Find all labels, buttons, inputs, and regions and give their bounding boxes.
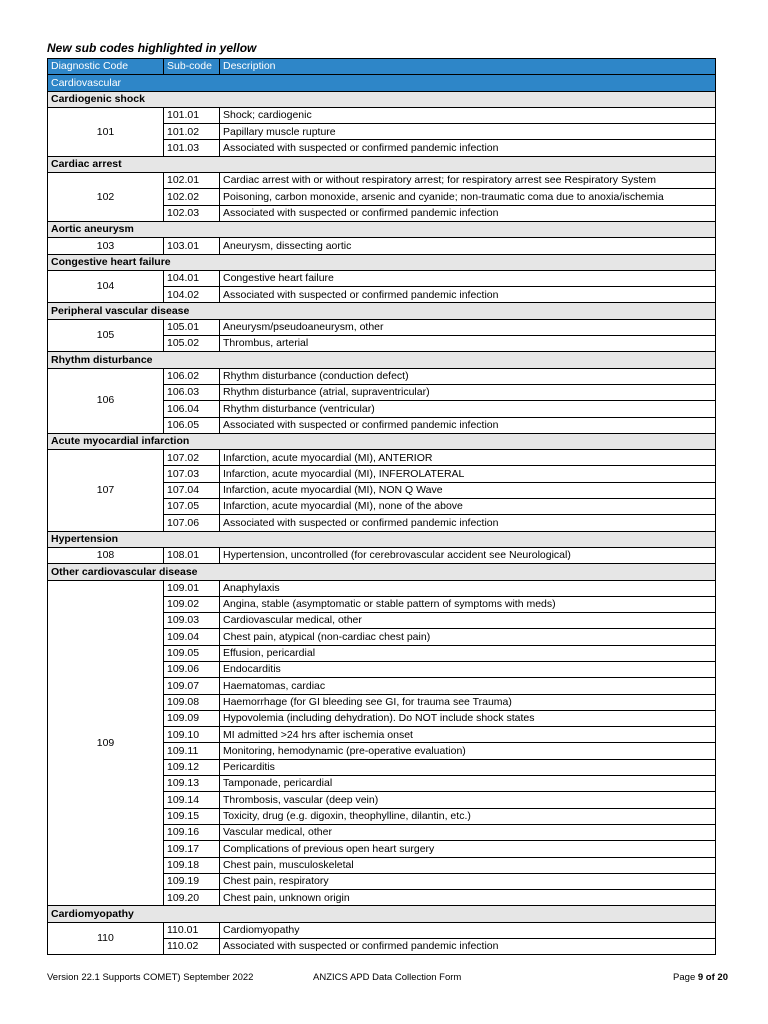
description-cell: Congestive heart failure (220, 270, 716, 286)
description-cell: Hypertension, uncontrolled (for cerebrovascular accident see Neurological) (220, 547, 716, 563)
description-cell: Anaphylaxis (220, 580, 716, 596)
description-cell: Monitoring, hemodynamic (pre-operative evaluation) (220, 743, 716, 759)
group-title: Other cardiovascular disease (48, 564, 716, 580)
sub-code-cell: 107.03 (164, 466, 220, 482)
table-row (48, 368, 716, 384)
diagnostic-code-cell: 109 (48, 580, 164, 906)
sub-code-cell: 110.01 (164, 922, 220, 938)
sub-code-cell: 106.05 (164, 417, 220, 433)
footer-version: Version 22.1 Supports COMET) September 2022 (47, 972, 254, 983)
sub-code-cell: 101.03 (164, 140, 220, 156)
description-cell: Pericarditis (220, 759, 716, 775)
group-header-row (48, 254, 716, 270)
sub-code-cell: 102.02 (164, 189, 220, 205)
description-cell: Haemorrhage (for GI bleeding see GI, for trauma see Trauma) (220, 694, 716, 710)
group-title: Peripheral vascular disease (48, 303, 716, 319)
sub-code-cell: 110.02 (164, 939, 220, 955)
description-cell: Associated with suspected or confirmed pandemic infection (220, 515, 716, 531)
group-title: Hypertension (48, 531, 716, 547)
description-cell: Infarction, acute myocardial (MI), none of the above (220, 499, 716, 515)
description-cell: Cardiomyopathy (220, 922, 716, 938)
sub-code-cell: 107.06 (164, 515, 220, 531)
diagnostic-code-cell: 102 (48, 173, 164, 222)
description-cell: Associated with suspected or confirmed pandemic infection (220, 417, 716, 433)
diagnostic-code-cell: 110 (48, 922, 164, 955)
description-cell: MI admitted >24 hrs after ischemia onset (220, 727, 716, 743)
description-cell: Chest pain, respiratory (220, 873, 716, 889)
sub-code-cell: 109.05 (164, 645, 220, 661)
group-header-row (48, 352, 716, 368)
group-header-row (48, 564, 716, 580)
group-header-row (48, 906, 716, 922)
group-header-row (48, 221, 716, 237)
group-title: Cardiogenic shock (48, 91, 716, 107)
description-cell: Infarction, acute myocardial (MI), ANTERIOR (220, 450, 716, 466)
table-row (48, 922, 716, 938)
sub-code-cell: 104.01 (164, 270, 220, 286)
category-row (48, 75, 716, 91)
group-title: Congestive heart failure (48, 254, 716, 270)
sub-code-cell: 109.15 (164, 808, 220, 824)
sub-code-cell: 108.01 (164, 547, 220, 563)
sub-code-cell: 109.03 (164, 613, 220, 629)
table-row (48, 107, 716, 123)
sub-code-cell: 109.19 (164, 873, 220, 889)
sub-code-cell: 106.02 (164, 368, 220, 384)
diagnostic-code-cell: 101 (48, 107, 164, 156)
sub-code-cell: 107.05 (164, 499, 220, 515)
table-row (48, 547, 716, 563)
description-cell: Aneurysm, dissecting aortic (220, 238, 716, 254)
sub-code-cell: 109.01 (164, 580, 220, 596)
sub-code-cell: 103.01 (164, 238, 220, 254)
page-current: 9 (697, 972, 704, 983)
sub-code-cell: 109.06 (164, 661, 220, 677)
header-sub-code: Sub-code (164, 59, 220, 75)
highlight-note: New sub codes highlighted in yellow (47, 41, 257, 55)
sub-code-cell: 109.14 (164, 792, 220, 808)
group-title: Rhythm disturbance (48, 352, 716, 368)
description-cell: Shock; cardiogenic (220, 107, 716, 123)
table-header-row (48, 59, 716, 75)
sub-code-cell: 106.03 (164, 384, 220, 400)
sub-code-cell: 109.09 (164, 710, 220, 726)
description-cell: Chest pain, unknown origin (220, 890, 716, 906)
sub-code-cell: 101.01 (164, 107, 220, 123)
description-cell: Hypovolemia (including dehydration). Do NOT include shock states (220, 710, 716, 726)
sub-code-cell: 109.20 (164, 890, 220, 906)
header-description: Description (220, 59, 716, 75)
group-title: Aortic aneurysm (48, 221, 716, 237)
description-cell: Poisoning, carbon monoxide, arsenic and cyanide; non-traumatic coma due to anoxia/ischemia (220, 189, 716, 205)
group-title: Cardiac arrest (48, 156, 716, 172)
description-cell: Papillary muscle rupture (220, 124, 716, 140)
sub-code-cell: 109.16 (164, 824, 220, 840)
description-cell: Rhythm disturbance (conduction defect) (220, 368, 716, 384)
page-total: 20 (717, 972, 728, 983)
diagnostic-code-cell: 103 (48, 238, 164, 254)
sub-code-cell: 106.04 (164, 401, 220, 417)
description-cell: Cardiovascular medical, other (220, 613, 716, 629)
description-cell: Toxicity, drug (e.g. digoxin, theophylline, dilantin, etc.) (220, 808, 716, 824)
description-cell: Thrombosis, vascular (deep vein) (220, 792, 716, 808)
sub-code-cell: 102.01 (164, 173, 220, 189)
diagnostic-code-cell: 104 (48, 270, 164, 303)
description-cell: Complications of previous open heart surgery (220, 841, 716, 857)
sub-code-cell: 105.02 (164, 336, 220, 352)
description-cell: Haematomas, cardiac (220, 678, 716, 694)
table-row (48, 270, 716, 286)
diagnostic-code-cell: 106 (48, 368, 164, 433)
description-cell: Rhythm disturbance (atrial, supraventricular) (220, 384, 716, 400)
description-cell: Thrombus, arterial (220, 336, 716, 352)
group-title: Cardiomyopathy (48, 906, 716, 922)
header-diagnostic-code: Diagnostic Code (48, 59, 164, 75)
page-separator: of (703, 972, 718, 983)
sub-code-cell: 101.02 (164, 124, 220, 140)
description-cell: Chest pain, musculoskeletal (220, 857, 716, 873)
sub-code-cell: 104.02 (164, 287, 220, 303)
sub-code-cell: 109.11 (164, 743, 220, 759)
group-header-row (48, 433, 716, 449)
description-cell: Associated with suspected or confirmed pandemic infection (220, 140, 716, 156)
table-row (48, 173, 716, 189)
sub-code-cell: 105.01 (164, 319, 220, 335)
group-header-row (48, 156, 716, 172)
table-row (48, 450, 716, 466)
description-cell: Angina, stable (asymptomatic or stable pattern of symptoms with meds) (220, 596, 716, 612)
sub-code-cell: 109.17 (164, 841, 220, 857)
description-cell: Aneurysm/pseudoaneurysm, other (220, 319, 716, 335)
sub-code-cell: 109.12 (164, 759, 220, 775)
sub-code-cell: 109.10 (164, 727, 220, 743)
description-cell: Infarction, acute myocardial (MI), INFEROLATERAL (220, 466, 716, 482)
description-cell: Effusion, pericardial (220, 645, 716, 661)
category-label: Cardiovascular (48, 75, 716, 91)
page-prefix: Page (673, 972, 698, 983)
table-row (48, 580, 716, 596)
sub-code-cell: 107.02 (164, 450, 220, 466)
description-cell: Chest pain, atypical (non-cardiac chest pain) (220, 629, 716, 645)
footer-form-name: ANZICS APD Data Collection Form (313, 972, 462, 983)
table-row (48, 238, 716, 254)
sub-code-cell: 109.02 (164, 596, 220, 612)
group-header-row (48, 91, 716, 107)
description-cell: Associated with suspected or confirmed pandemic infection (220, 287, 716, 303)
sub-code-cell: 109.08 (164, 694, 220, 710)
description-cell: Rhythm disturbance (ventricular) (220, 401, 716, 417)
description-cell: Vascular medical, other (220, 824, 716, 840)
description-cell: Associated with suspected or confirmed pandemic infection (220, 205, 716, 221)
sub-code-cell: 109.04 (164, 629, 220, 645)
group-header-row (48, 531, 716, 547)
sub-code-cell: 109.18 (164, 857, 220, 873)
diagnostic-code-cell: 107 (48, 450, 164, 531)
group-title: Acute myocardial infarction (48, 433, 716, 449)
description-cell: Tamponade, pericardial (220, 776, 716, 792)
description-cell: Infarction, acute myocardial (MI), NON Q Wave (220, 482, 716, 498)
group-header-row (48, 303, 716, 319)
diagnostic-code-cell: 108 (48, 547, 164, 563)
description-cell: Associated with suspected or confirmed pandemic infection (220, 939, 716, 955)
sub-code-cell: 109.07 (164, 678, 220, 694)
diagnostic-code-cell: 105 (48, 319, 164, 352)
diagnostic-codes-table (47, 58, 716, 955)
footer-page-number (673, 972, 728, 983)
sub-code-cell: 109.13 (164, 776, 220, 792)
sub-code-cell: 102.03 (164, 205, 220, 221)
description-cell: Cardiac arrest with or without respiratory arrest; for respiratory arrest see Respiratory System (220, 173, 716, 189)
sub-code-cell: 107.04 (164, 482, 220, 498)
table-row (48, 319, 716, 335)
description-cell: Endocarditis (220, 661, 716, 677)
